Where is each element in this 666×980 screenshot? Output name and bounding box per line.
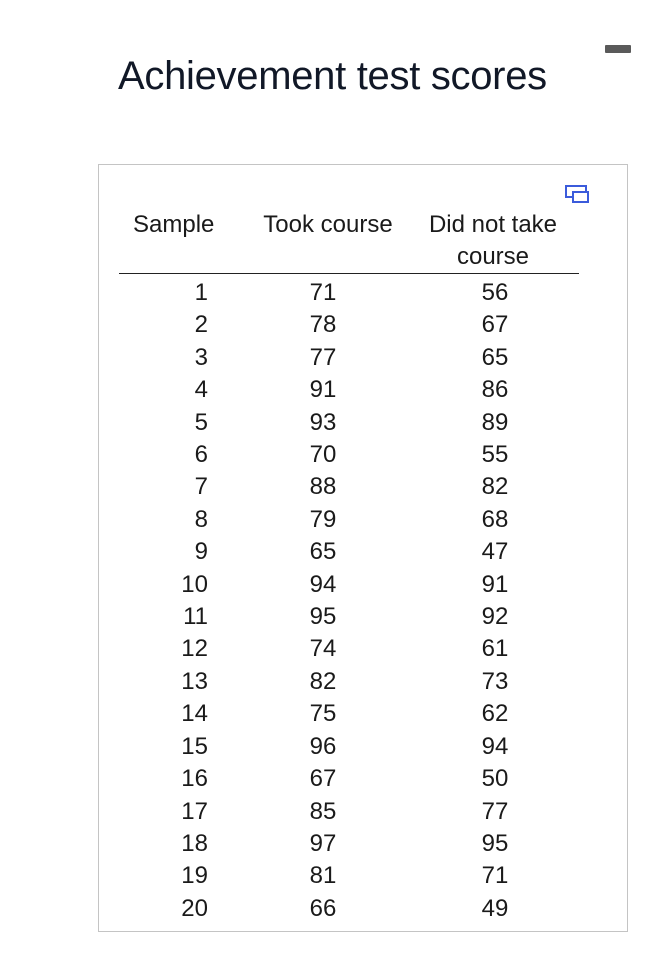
cell-took-course: 78 [309,311,337,339]
cell-took-course: 94 [309,570,337,598]
table-row [119,796,579,828]
cell-did-not-take: 77 [481,797,509,825]
cell-did-not-take: 71 [481,862,509,890]
cell-did-not-take: 50 [481,765,509,793]
table-header-row [119,209,579,274]
cell-did-not-take: 49 [481,894,509,922]
table-row [119,407,579,439]
header-sample-label: Sample [133,211,215,238]
cell-took-course: 71 [309,279,337,306]
cell-took-course: 81 [309,862,337,890]
table-row [119,893,579,925]
data-panel [98,164,628,932]
cell-sample: 19 [181,862,208,890]
cell-took-course: 79 [309,505,337,533]
cell-did-not-take: 47 [481,538,509,566]
table-row [119,763,579,795]
table-row [119,471,579,503]
header-did-not-take-line2: course [456,243,530,270]
table-row [119,731,579,763]
expand-window-icon[interactable] [565,185,591,205]
table-row [119,342,579,374]
cell-sample: 9 [194,538,208,566]
cell-sample: 11 [183,603,208,631]
header-sample [119,209,253,274]
table-row [119,569,579,601]
cell-did-not-take: 86 [481,376,509,404]
cell-took-course: 66 [309,894,337,922]
cell-sample: 1 [194,279,208,306]
table-row [119,860,579,892]
cell-did-not-take: 67 [481,311,509,339]
table-body [119,274,579,926]
cell-took-course: 75 [309,700,337,728]
table-row [119,633,579,665]
header-did-not-take [403,209,579,274]
cell-did-not-take: 94 [481,732,509,760]
header-did-not-take-line1: Did not take [428,211,558,238]
table-row [119,374,579,406]
cell-did-not-take: 62 [481,700,509,728]
table-row [119,504,579,536]
table-row [119,274,579,310]
cell-sample: 20 [181,894,208,922]
cell-took-course: 70 [309,441,337,469]
cell-sample: 2 [194,311,208,339]
cell-did-not-take: 68 [481,505,509,533]
cell-took-course: 65 [309,538,337,566]
cell-took-course: 77 [309,343,337,371]
cell-took-course: 88 [309,473,337,501]
table-row [119,828,579,860]
cell-did-not-take: 82 [481,473,509,501]
cell-took-course: 67 [309,765,337,793]
cell-did-not-take: 56 [481,279,509,306]
cell-sample: 12 [181,635,208,663]
cell-sample: 14 [181,700,208,728]
table-row [119,698,579,730]
cell-did-not-take: 95 [481,829,509,857]
cell-took-course: 85 [309,797,337,825]
cell-sample: 6 [194,441,208,469]
cell-did-not-take: 61 [481,635,509,663]
cell-did-not-take: 73 [481,667,509,695]
cell-took-course: 74 [309,635,337,663]
cell-sample: 7 [194,473,208,501]
cell-sample: 17 [181,797,208,825]
minimize-icon[interactable] [605,45,631,53]
table-row [119,439,579,471]
cell-took-course: 97 [309,829,337,857]
table-row [119,536,579,568]
cell-sample: 16 [181,765,208,793]
cell-sample: 15 [181,732,208,760]
cell-sample: 4 [194,376,208,404]
cell-sample: 8 [194,505,208,533]
table-row [119,601,579,633]
cell-did-not-take: 92 [481,603,509,631]
cell-did-not-take: 55 [481,441,509,469]
scores-table [119,209,579,925]
cell-took-course: 93 [309,408,337,436]
header-took-course-label: Took course [263,211,393,238]
cell-did-not-take: 65 [481,343,509,371]
cell-took-course: 91 [309,376,337,404]
page-title: Achievement test scores [118,54,547,98]
cell-took-course: 96 [309,732,337,760]
cell-took-course: 82 [309,667,337,695]
cell-sample: 5 [194,408,208,436]
table-row [119,309,579,341]
header-took-course [253,209,403,274]
cell-sample: 13 [181,667,208,695]
cell-sample: 10 [181,570,208,598]
table-row [119,666,579,698]
cell-did-not-take: 91 [481,570,509,598]
cell-took-course: 95 [309,603,337,631]
cell-sample: 3 [194,343,208,371]
cell-sample: 18 [181,829,208,857]
cell-did-not-take: 89 [481,408,509,436]
